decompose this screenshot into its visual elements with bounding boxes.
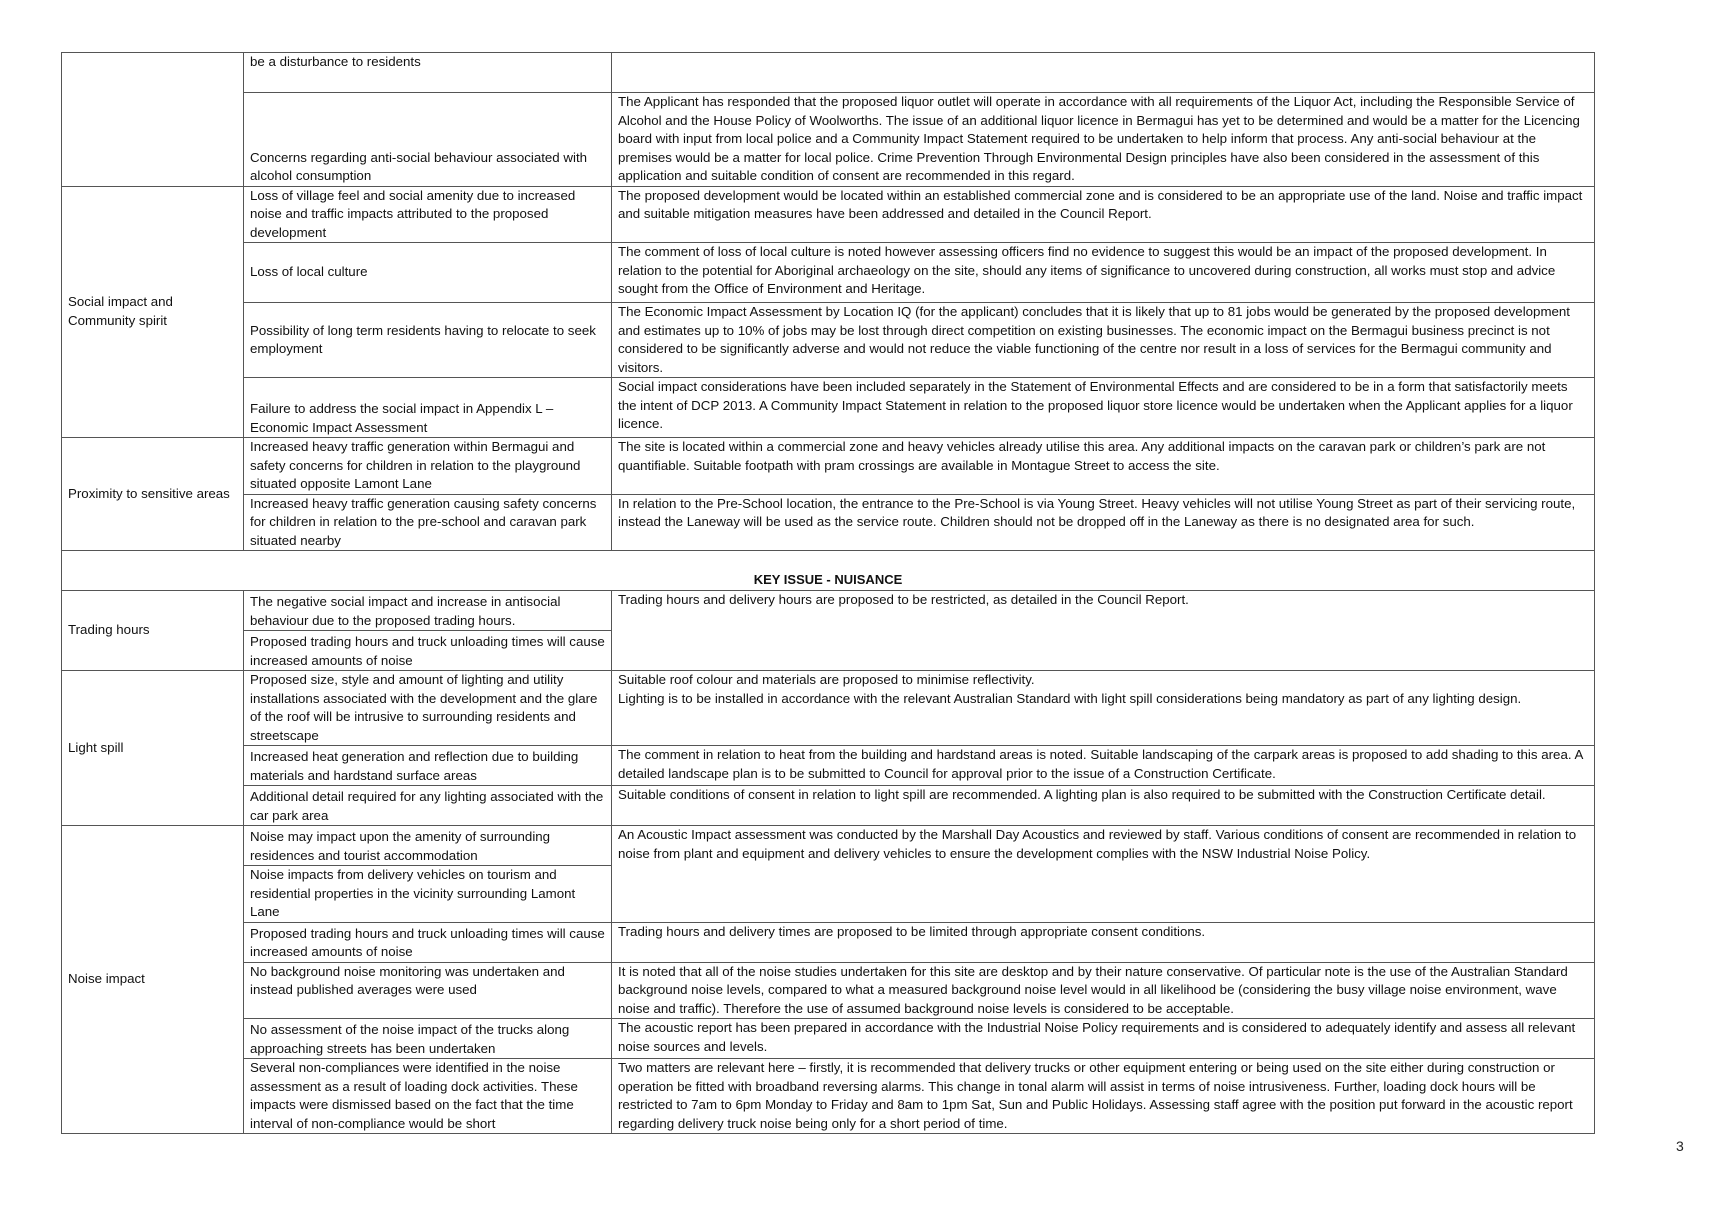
concern-cell: The negative social impact and increase in antisocial behaviour due to the proposed trading hours. [244, 591, 612, 631]
table-row [62, 962, 1595, 1019]
concern-cell: Concerns regarding anti-social behaviour associated with alcohol consumption [244, 93, 612, 187]
table-row [62, 786, 1595, 826]
response-cell: It is noted that all of the noise studies undertaken for this site are desktop and by their nature conservative. Of particular note is the use of the Australian Standard background noise levels, compared to what a measured background noise level would in all likelihood be (considering the busy village noise environment, wave noise and traffic). Therefore the use of assumed background noise levels is considered to be acceptable. [612, 962, 1595, 1019]
response-cell: Trading hours and delivery times are proposed to be limited through appropriate consent conditions. [612, 922, 1595, 962]
submissions-table [61, 52, 1595, 1134]
table-row [62, 1059, 1595, 1134]
table-row [62, 1019, 1595, 1059]
category-cell: Noise impact [62, 826, 244, 1134]
response-cell: The Applicant has responded that the proposed liquor outlet will operate in accordance with all requirements of the Liquor Act, including the Responsible Service of Alcohol and the House Policy of Woolworths. The issue of an additional liquor licence in Bermagui has yet to be determined and would be a matter for the Licencing board with input from local police and a Community Impact Statement required to be undertaken to help inform that process. Any anti-social behaviour at the premises would be a matter for local police. Crime Prevention Through Environmental Design principles have also been considered in the assessment of this application and suitable condition of consent are recommended in this regard. [612, 93, 1595, 187]
concern-cell: Additional detail required for any lighting associated with the car park area [244, 786, 612, 826]
response-cell [612, 53, 1595, 93]
concern-cell: Failure to address the social impact in Appendix L – Economic Impact Assessment [244, 378, 612, 438]
response-cell: An Acoustic Impact assessment was conducted by the Marshall Day Acoustics and reviewed by staff. Various conditions of consent are recommended in relation to noise from plant and equipment and delivery vehicles to ensure the development complies with the NSW Industrial Noise Policy. [612, 826, 1595, 923]
response-cell: Two matters are relevant here – firstly, it is recommended that delivery trucks or other equipment entering or being used on the site either during construction or operation be fitted with broadband reversing alarms. This change in tonal alarm will assist in terms of noise intrusiveness. Further, loading dock hours will be restricted to 7am to 6pm Monday to Friday and 8am to 1pm Sat, Sun and Public Holidays. Assessing staff agree with the position put forward in the acoustic report regarding delivery truck noise being only for a short period of time. [612, 1059, 1595, 1134]
response-cell: Trading hours and delivery hours are proposed to be restricted, as detailed in the Council Report. [612, 591, 1595, 671]
concern-cell: Loss of village feel and social amenity due to increased noise and traffic impacts attributed to the proposed development [244, 186, 612, 243]
response-cell: Suitable conditions of consent in relation to light spill are recommended. A lighting plan is also required to be submitted with the Construction Certificate detail. [612, 786, 1595, 826]
table-row [62, 186, 1595, 243]
page-number: 3 [1676, 1138, 1684, 1154]
concern-cell: Increased heavy traffic generation within Bermagui and safety concerns for children in relation to the playground situated opposite Lamont Lane [244, 438, 612, 495]
response-line: Lighting is to be installed in accordance with the relevant Australian Standard with light spill considerations being mandatory as part of any lighting design. [618, 690, 1522, 706]
table-row [62, 826, 1595, 866]
response-cell: In relation to the Pre-School location, the entrance to the Pre-School is via Young Street. Heavy vehicles will not utilise Young Street as part of their servicing route, instead the Laneway will be used as the service route. Children should not be dropped off in the Laneway as there is no designated area for such. [612, 494, 1595, 551]
category-cell: Social impact and Community spirit [62, 186, 244, 438]
category-cell: Light spill [62, 671, 244, 826]
response-line: Suitable roof colour and materials are proposed to minimise reflectivity. [618, 672, 1035, 687]
table-row [62, 243, 1595, 303]
table-row [62, 494, 1595, 551]
response-cell [612, 671, 1595, 746]
concern-cell: No background noise monitoring was undertaken and instead published averages were used [244, 962, 612, 1019]
table-row [62, 93, 1595, 187]
category-cell-empty [62, 53, 244, 187]
table-row [62, 746, 1595, 786]
response-cell: The site is located within a commercial zone and heavy vehicles already utilise this area. Any additional impacts on the caravan park or children’s park are not quantifiable. Suitable footpath with pram crossings are available in Montague Street to access the site. [612, 438, 1595, 495]
response-cell: The proposed development would be located within an established commercial zone and is considered to be an appropriate use of the land. Noise and traffic impact and suitable mitigation measures have been addressed and detailed in the Council Report. [612, 186, 1595, 243]
response-cell: The acoustic report has been prepared in accordance with the Industrial Noise Policy requirements and is considered to adequately identify and assess all relevant noise sources and levels. [612, 1019, 1595, 1059]
table-row [62, 591, 1595, 631]
category-cell: Proximity to sensitive areas [62, 438, 244, 551]
category-cell: Trading hours [62, 591, 244, 671]
table-row [62, 438, 1595, 495]
concern-cell: Proposed trading hours and truck unloading times will cause increased amounts of noise [244, 631, 612, 671]
concern-cell: Proposed size, style and amount of lighting and utility installations associated with the development and the glare of the roof will be intrusive to surrounding residents and streetscape [244, 671, 612, 746]
concern-cell: Increased heavy traffic generation causing safety concerns for children in relation to the pre-school and caravan park situated nearby [244, 494, 612, 551]
concern-cell: No assessment of the noise impact of the trucks along approaching streets has been undertaken [244, 1019, 612, 1059]
concern-cell: be a disturbance to residents [244, 53, 612, 93]
table-row [62, 53, 1595, 93]
table-row [62, 922, 1595, 962]
concern-cell: Noise impacts from delivery vehicles on tourism and residential properties in the vicinity surrounding Lamont Lane [244, 866, 612, 923]
table-row [62, 303, 1595, 378]
concern-cell: Possibility of long term residents having to relocate to seek employment [244, 303, 612, 378]
concern-cell: Noise may impact upon the amenity of surrounding residences and tourist accommodation [244, 826, 612, 866]
response-cell: The comment in relation to heat from the building and hardstand areas is noted. Suitable landscaping of the carpark areas is proposed to add shading to this area. A detailed landscape plan is to be submitted to Council for approval prior to the issue of a Construction Certificate. [612, 746, 1595, 786]
response-cell: The Economic Impact Assessment by Location IQ (for the applicant) concludes that it is likely that up to 81 jobs would be generated by the proposed development and estimates up to 10% of jobs may be lost through direct competition on existing businesses. The economic impact on the Bermagui business precinct is not considered to be significantly adverse and would not reduce the viable functioning of the centre nor result in a loss of services for the Bermagui community and visitors. [612, 303, 1595, 378]
table-row [62, 378, 1595, 438]
concern-cell: Several non-compliances were identified in the noise assessment as a result of loading dock activities. These impacts were dismissed based on the fact that the time interval of non-compliance would be short [244, 1059, 612, 1134]
response-cell: The comment of loss of local culture is noted however assessing officers find no evidence to suggest this would be an impact of the proposed development. In relation to the potential for Aboriginal archaeology on the site, should any items of significance to uncovered during construction, all works must stop and advice sought from the Office of Environment and Heritage. [612, 243, 1595, 303]
concern-cell: Increased heat generation and reflection due to building materials and hardstand surface areas [244, 746, 612, 786]
concern-cell: Proposed trading hours and truck unloading times will cause increased amounts of noise [244, 922, 612, 962]
response-cell: Social impact considerations have been included separately in the Statement of Environmental Effects and are considered to be in a form that satisfactorily meets the intent of DCP 2013. A Community Impact Statement in relation to the proposed liquor store licence would be undertaken when the Applicant applies for a liquor licence. [612, 378, 1595, 438]
table-row [62, 671, 1595, 746]
section-heading-row [62, 551, 1595, 591]
concern-cell: Loss of local culture [244, 243, 612, 303]
key-issue-heading: KEY ISSUE - NUISANCE [62, 551, 1595, 591]
